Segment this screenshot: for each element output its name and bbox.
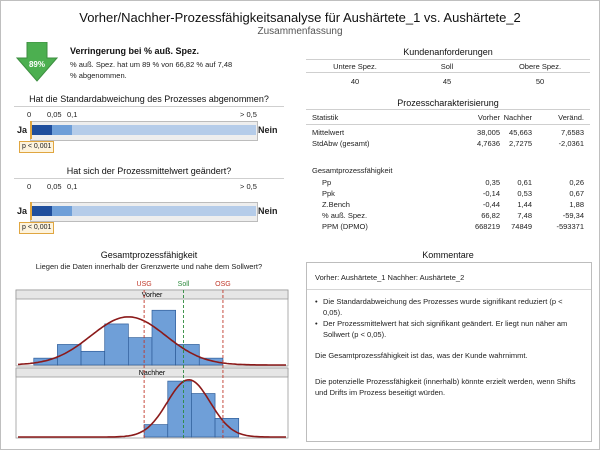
capability-chart-title: Gesamtprozessfähigkeit: [100, 250, 198, 260]
customer-heading: Kundenanforderungen: [403, 47, 493, 57]
comments-divider: [307, 289, 591, 290]
panel-after-label: Nachher: [138, 370, 166, 377]
histogram-bar-nachher-3: [215, 418, 239, 437]
histogram-bar-nachher-2: [191, 394, 215, 437]
process-col-change: Veränd.: [558, 113, 584, 122]
mean-scale-mid: [52, 206, 72, 216]
comments-box: [306, 262, 592, 442]
process-row-cell: 7,6583: [561, 128, 584, 137]
reduction-badge: 89%: [28, 60, 45, 69]
capability-chart: [14, 276, 290, 440]
mean-tick-3: > 0,5: [240, 182, 257, 191]
mean-yes-label: Ja: [17, 206, 28, 216]
process-row-cell: StdAbw (gesamt): [312, 139, 370, 148]
stdev-scale-mid: [52, 125, 72, 135]
comments-line-1: Vorher: Aushärtete_1 Nachher: Aushärtete_2: [315, 273, 465, 282]
mean-tick-1: 0,05: [47, 182, 62, 191]
capability-row-cell: -593371: [556, 222, 584, 231]
stdev-p-value: p < 0,001: [19, 141, 54, 153]
capability-heading: Gesamtprozessfähigkeit: [312, 166, 393, 175]
stdev-question: Hat die Standardabweichung des Prozesses abgenommen?: [29, 94, 269, 104]
process-row-cell: 45,663: [509, 128, 532, 137]
capability-chart-subtitle: Liegen die Daten innerhalb der Grenzwerte und nahe dem Sollwert?: [35, 262, 263, 271]
bullet-dot-icon: •: [315, 319, 318, 328]
customer-divider-2: [306, 72, 590, 73]
customer-divider: [306, 59, 590, 60]
mean-tick-0: 0: [27, 182, 32, 191]
page-subtitle: Zusammenfassung: [257, 26, 343, 37]
histogram-bar-nachher-0: [144, 425, 168, 437]
mean-divider: [14, 178, 284, 179]
reduction-heading: Verringerung bei % auß. Spez.: [70, 46, 200, 56]
capability-row-cell: -0,14: [482, 189, 500, 198]
histogram-bar-vorher-7: [199, 358, 223, 365]
stdev-tick-2: 0,1: [67, 110, 78, 119]
stdev-divider: [14, 106, 284, 107]
mean-question: Hat sich der Prozessmittelwert geändert?: [66, 166, 232, 176]
process-row-cell: 2,7275: [509, 139, 532, 148]
mean-tick-2: 0,1: [67, 182, 78, 191]
process-divider-2: [306, 124, 590, 125]
panel-before-label: Vorher: [141, 292, 163, 299]
stdev-yes-label: Ja: [17, 125, 28, 135]
capability-row-cell: 0,26: [569, 178, 584, 187]
process-col-stat: Statistik: [312, 113, 339, 122]
capability-row-cell: 1,44: [517, 200, 532, 209]
capability-row-cell: -59,34: [562, 211, 584, 220]
reduction-text-2: % abgenommen.: [70, 71, 127, 80]
process-divider: [306, 109, 590, 110]
customer-val-lower: 40: [350, 77, 360, 86]
capability-row-cell: % auß. Spez.: [322, 211, 368, 220]
page-title: Vorher/Nachher-Prozessfähigkeitsanalyse für Aushärtete_1 vs. Aushärtete_2: [79, 10, 521, 25]
stdev-scale-significant: [30, 125, 52, 135]
comments-bullet-2: • Der Prozessmittelwert hat sich signifikant geändert. Er liegt nun näher am Sollwert (p < 0,05).: [315, 319, 568, 339]
process-col-before: Vorher: [477, 113, 500, 122]
spec-label-upper: OSG: [215, 281, 231, 288]
stdev-tick-3: > 0,5: [240, 110, 257, 119]
mean-no-label: Nein: [258, 206, 278, 216]
capability-row-cell: 7,48: [517, 211, 532, 220]
capability-row-cell: -0,44: [482, 200, 500, 209]
comments-para-1: Die Gesamtprozessfähigkeit ist das, was der Kunde wahrnimmt.: [315, 351, 528, 360]
customer-col-upper: Obere Spez.: [518, 62, 562, 71]
histogram-bar-nachher-1: [168, 381, 192, 437]
stdev-tick-0: 0: [27, 110, 32, 119]
histogram-bar-vorher-3: [105, 324, 129, 365]
capability-row-cell: 1,88: [569, 200, 584, 209]
stdev-p-marker: [30, 121, 32, 139]
capability-row-cell: 74849: [511, 222, 532, 231]
customer-col-target: Soll: [440, 62, 454, 71]
mean-p-marker: [30, 202, 32, 220]
capability-row-cell: 0,53: [517, 189, 532, 198]
process-row-cell: -2,0361: [558, 139, 584, 148]
customer-col-lower: Untere Spez.: [333, 62, 377, 71]
capability-row-cell: 0,61: [517, 178, 532, 187]
mean-scale-significant: [30, 206, 52, 216]
capability-row-cell: Z.Bench: [322, 200, 350, 209]
capability-row-cell: Ppk: [322, 189, 335, 198]
capability-row-cell: PPM (DPMO): [322, 222, 368, 231]
bullet-dot-icon: •: [315, 297, 318, 306]
process-row-cell: 4,7636: [477, 139, 500, 148]
spec-label-target: Soll: [177, 281, 190, 288]
comments-para-2: Die potenzielle Prozessfähigkeit (innerhalb) könnte erzielt werden, wenn Shifts und Drifts im Prozess beseitigt würden.: [315, 377, 576, 397]
capability-row-cell: 0,67: [569, 189, 584, 198]
capability-row-cell: 668219: [474, 222, 500, 231]
histogram-bar-vorher-2: [81, 351, 105, 365]
histogram-bar-vorher-5: [152, 310, 176, 365]
process-col-after: Nachher: [503, 113, 532, 122]
stdev-tick-1: 0,05: [47, 110, 62, 119]
capability-row-cell: 66,82: [481, 211, 500, 220]
comments-bullet-1: • Die Standardabweichung des Prozesses wurde signifikant reduziert (p < 0,05).: [315, 297, 563, 317]
customer-val-target: 45: [442, 77, 452, 86]
process-heading: Prozesscharakterisierung: [397, 98, 499, 108]
spec-label-lower: USG: [136, 281, 152, 288]
histogram-bar-vorher-4: [128, 338, 152, 365]
comments-heading: Kommentare: [422, 250, 474, 260]
capability-row-cell: 0,35: [485, 178, 500, 187]
process-row-cell: 38,005: [477, 128, 500, 137]
stdev-no-label: Nein: [258, 125, 278, 135]
mean-p-value: p < 0,001: [19, 222, 54, 234]
capability-row-cell: Pp: [322, 178, 332, 187]
reduction-text-1: % auß. Spez. hat um 89 % von 66,82 % auf 7,48: [70, 60, 233, 69]
customer-val-upper: 50: [535, 77, 545, 86]
process-row-cell: Mittelwert: [312, 128, 345, 137]
